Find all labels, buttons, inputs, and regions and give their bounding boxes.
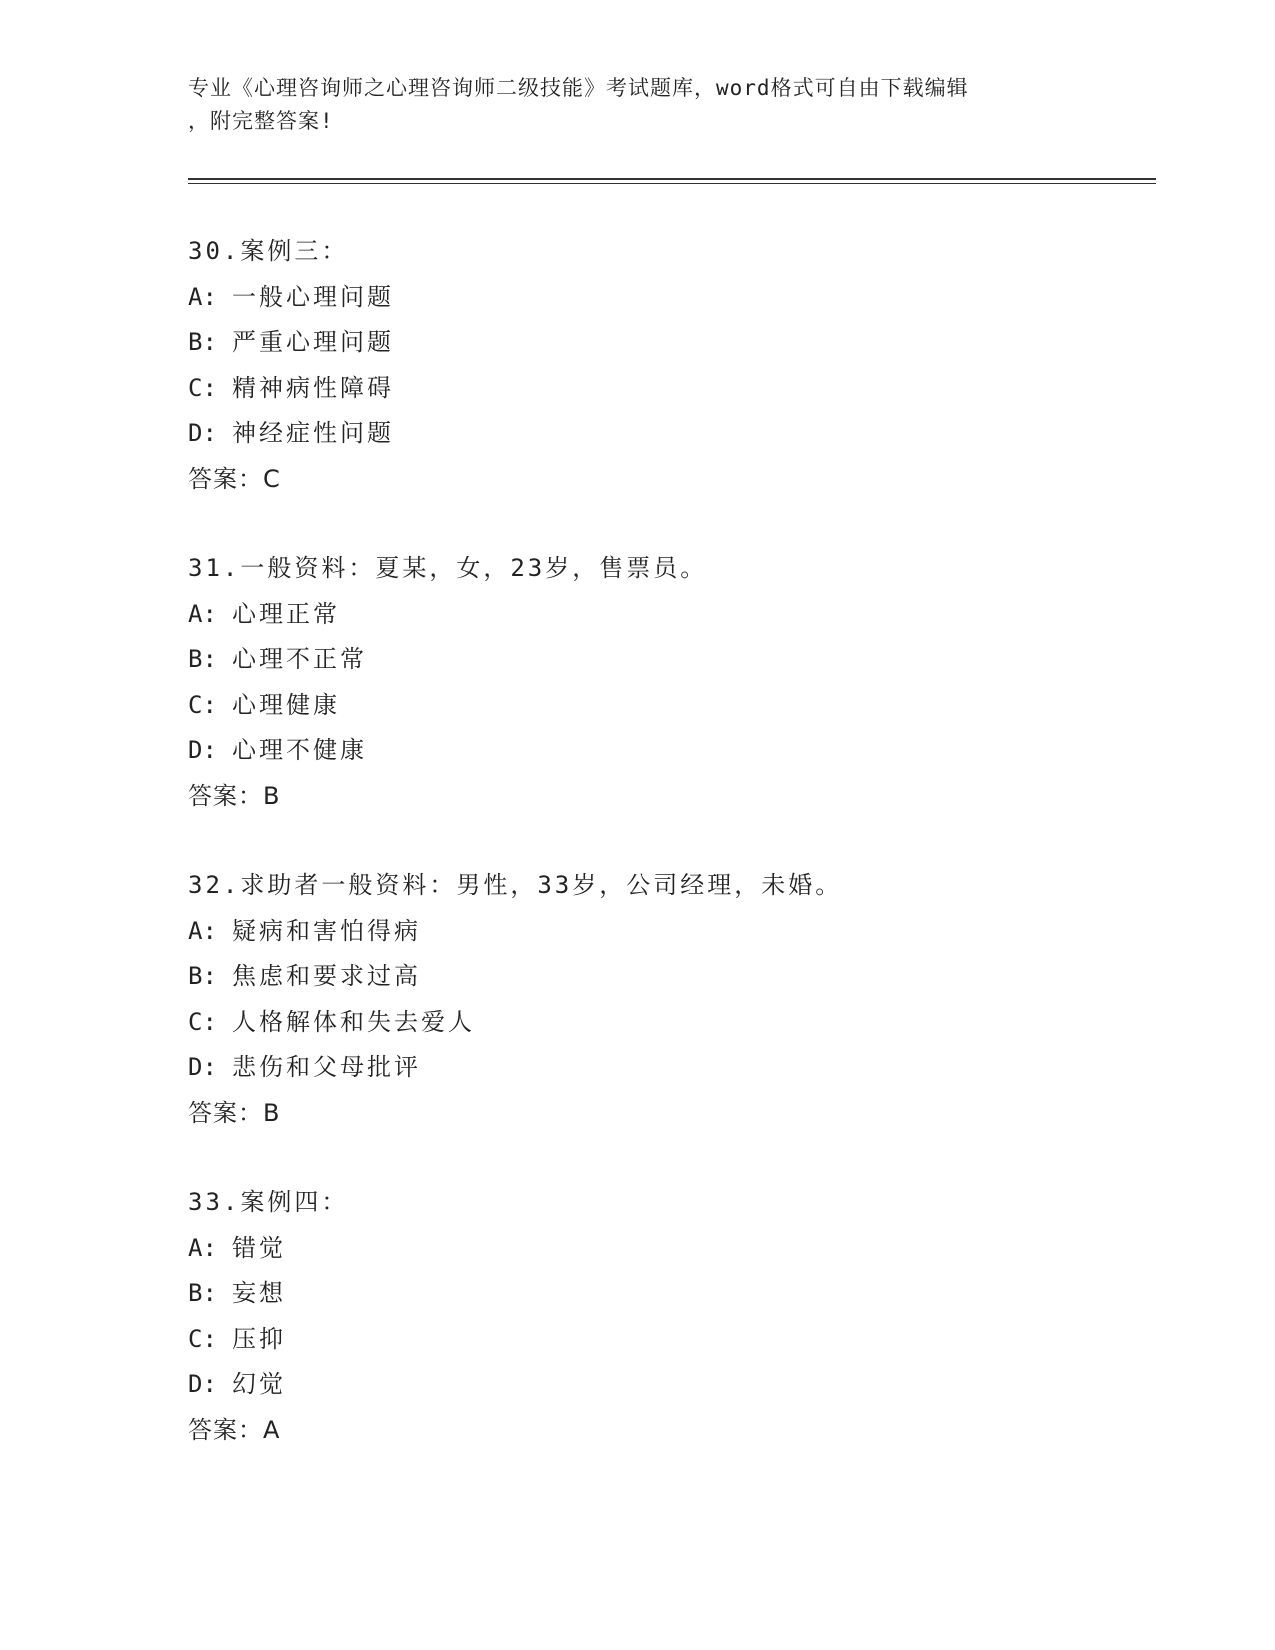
option-c: [188, 1317, 1148, 1363]
option-label: B:: [188, 1279, 217, 1307]
answer-line: [188, 1408, 1148, 1454]
option-text: 人格解体和失去爱人: [232, 1007, 475, 1036]
question-33: [188, 1180, 1148, 1453]
option-text: 心理正常: [232, 599, 340, 628]
header-divider-thick: [188, 178, 1156, 180]
question-30: [188, 229, 1148, 502]
answer-value: A: [263, 1415, 283, 1444]
question-stem: 31.一般资料：夏某，女，23岁，售票员。: [188, 554, 708, 582]
option-text: 妄想: [232, 1279, 286, 1307]
option-text: 焦虑和要求过高: [232, 962, 421, 990]
option-d: [188, 728, 1148, 774]
option-label: A:: [188, 599, 217, 628]
answer-line: [188, 457, 1148, 503]
option-c: [188, 366, 1148, 412]
answer-value: B: [263, 1098, 283, 1127]
header-line-2: ，附完整答案!: [188, 109, 334, 133]
option-label: D:: [188, 1370, 217, 1398]
option-c: [188, 1000, 1148, 1046]
option-a: [188, 909, 1148, 955]
option-d: [188, 1045, 1148, 1091]
option-b: [188, 637, 1148, 683]
option-d: [188, 1362, 1148, 1408]
question-stem: 32.求助者一般资料：男性，33岁，公司经理，未婚。: [188, 871, 843, 899]
answer-label: 答案：: [188, 781, 263, 810]
option-label: B:: [188, 962, 217, 990]
answer-label: 答案：: [188, 464, 263, 493]
option-text: 心理不健康: [232, 736, 367, 764]
answer-label: 答案：: [188, 1098, 263, 1127]
option-label: B:: [188, 328, 217, 356]
option-a: [188, 275, 1148, 321]
option-b: [188, 954, 1148, 1000]
document-header: [188, 72, 1088, 138]
option-c: [188, 683, 1148, 729]
question-stem: 33.案例四：: [188, 1188, 349, 1216]
answer-line: [188, 774, 1148, 820]
answer-value: B: [263, 781, 283, 810]
option-text: 疑病和害怕得病: [232, 916, 421, 945]
option-b: [188, 1271, 1148, 1317]
option-text: 心理不正常: [232, 645, 367, 673]
option-d: [188, 411, 1148, 457]
option-text: 悲伤和父母批评: [232, 1053, 421, 1081]
option-text: 错觉: [232, 1233, 286, 1262]
option-text: 神经症性问题: [232, 419, 394, 447]
option-text: 一般心理问题: [232, 282, 394, 311]
question-31: [188, 546, 1148, 819]
option-label: C:: [188, 1324, 217, 1353]
option-label: D:: [188, 1053, 217, 1081]
option-label: A:: [188, 282, 217, 311]
option-text: 精神病性障碍: [232, 373, 394, 402]
option-label: B:: [188, 645, 217, 673]
answer-value: C: [263, 464, 283, 493]
option-label: C:: [188, 1007, 217, 1036]
option-label: C:: [188, 690, 217, 719]
option-text: 心理健康: [232, 690, 340, 719]
option-text: 压抑: [232, 1324, 286, 1353]
option-a: [188, 592, 1148, 638]
option-label: D:: [188, 736, 217, 764]
header-line-1: 专业《心理咨询师之心理咨询师二级技能》考试题库，word格式可自由下载编辑: [188, 76, 969, 100]
question-32: [188, 863, 1148, 1136]
option-label: A:: [188, 1233, 217, 1262]
option-label: D:: [188, 419, 217, 447]
option-text: 严重心理问题: [232, 328, 394, 356]
option-label: A:: [188, 916, 217, 945]
header-divider-thin: [188, 183, 1156, 184]
answer-label: 答案：: [188, 1415, 263, 1444]
question-stem: 30.案例三：: [188, 237, 349, 265]
option-text: 幻觉: [232, 1370, 286, 1398]
option-a: [188, 1226, 1148, 1272]
option-label: C:: [188, 373, 217, 402]
answer-line: [188, 1091, 1148, 1137]
option-b: [188, 320, 1148, 366]
